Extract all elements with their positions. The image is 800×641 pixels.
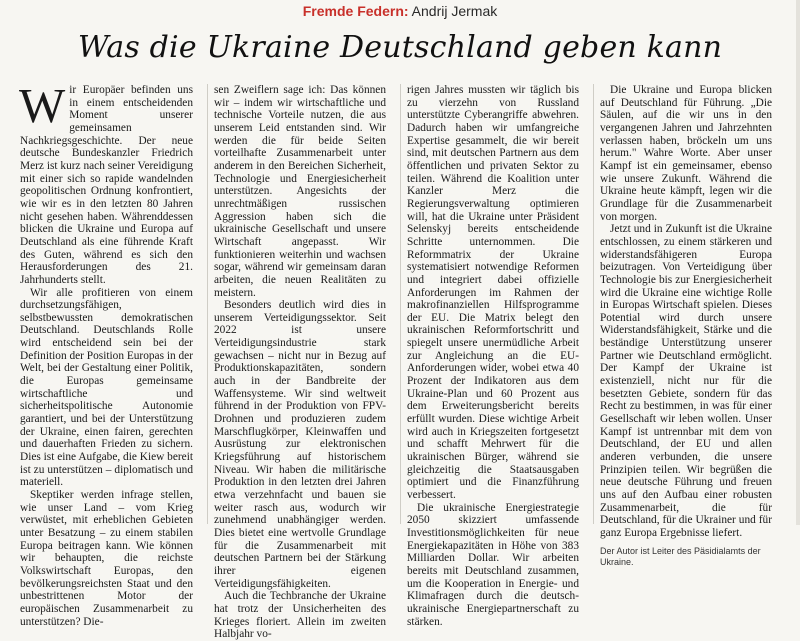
article-column-3 <box>400 84 579 628</box>
author-name: Andrij Jermak <box>411 3 498 19</box>
scrollbar[interactable] <box>796 0 800 525</box>
paragraph-7: rigen Jahres mussten wir täglich bis zu vierzehn von Russland unterstützte Cyberangriffe abwehren. Dadurch haben wir umfangreiche Expertise gesammelt, die wir bereit sind, mit deutschen Partnern aus dem öffentlichen und privaten Sektor zu teilen. Während die Koalition unter Kanzler Merz die Regierungsverwaltung optimieren will, hat die Ukraine unter Präsident Selenskyj bereits entscheidende Schritte unternommen. Die Reformmatrix der Ukraine systematisiert notwendige Reformen und integriert dabei offizielle Anforderungen im Rahmen der makrofinanziellen Hilfsprogramme der EU. Die Matrix belegt den ukrainischen Reformfortschritt und spiegelt unsere unermüdliche Arbeit zur Angleichung an die EU-Anforderungen wider, wobei etwa 40 Prozent der Indikatoren aus dem Ukraine-Plan und 60 Prozent aus dem Erweiterungsbericht bereits erfüllt wurden. Diese wichtige Arbeit wird auch in Kriegszeiten fortgesetzt und schafft Mehrwert für die ukrainischen Bürger, während sie gleichzeitig die Staatsausgaben optimiert und die Finanzführung verbessert. <box>407 84 579 501</box>
paragraph-6: Auch die Techbranche der Ukraine hat trotz der Unsicherheiten des Krieges floriert. Allein im zweiten Halbjahr vo- <box>214 590 386 641</box>
paragraph-8: Die ukrainische Energiestrategie 2050 skizziert umfassende Investitionsmöglichkeiten für neue Energiekapazitäten in Höhe von 383 Milliarden Dollar. Wir arbeiten bereits mit Deutschland zusammen, um die Kooperation in Energie- und Klimafragen durch die deutsch-ukrainische Energiepartnerschaft zu stärken. <box>407 501 579 628</box>
article-column-1 <box>14 78 193 628</box>
paragraph-2: Wir alle profitieren von einem durchsetzungsfähigen, selbstbewussten demokratischen Deutschland. Deutschlands Rolle wird entscheidend sein bei der Definition der Position Europas in der Welt, bei der Gestaltung einer Politik, die Europas gemeinsame wirtschaftliche und sicherheitspolitische Autonomie garantiert, und bei der Unterstützung der Ukraine, einen fairen, gerechten und dauerhaften Frieden zu sichern. Dies ist eine Aufgabe, die Kiew bereit ist zu unterstützen – diplomatisch und materiell. <box>20 286 193 489</box>
paragraph-4: sen Zweiflern sage ich: Das können wir – indem wir wirtschaftliche und technische Vorteile nutzen, die aus unserem Leid entstanden sind. Wir werden die für beide Seiten vorteilhafte Zusammenarbeit unter anderem in den Bereichen Sicherheit, Technologie und Energiesicherheit unterstützen. Angesichts der unrechtmäßigen russischen Aggression haben sich die ukrainische Gesellschaft und unsere Wirtschaft angepasst. Wir funktionieren weiterhin und wachsen sogar, während wir gemeinsam daran arbeiten, die neuen Realitäten zu meistern. <box>214 84 386 299</box>
author-note: Der Autor ist Leiter des Päsidialamts der Ukraine. <box>600 545 761 568</box>
headline: Was die Ukraine Deutschland geben kann <box>77 30 723 65</box>
article-column-2 <box>207 84 386 641</box>
paragraph-1-text: ir Europäer befinden uns in einem entscheidenden Moment unserer gemeinsamen Nachkriegsgeschichte. Der neue deutsche Bundeskanzler Friedrich Merz ist kurz nach seiner Vereidigung mit einer sich so rapide wandelnden geopolitischen Ordnung konfrontiert, wie wir es in den letzten 80 Jahren nicht gesehen haben. Währenddessen blicken die Ukraine und Europa auf Deutschland als eine führende Kraft des Guten, während es sich den Herausforderungen des 21. Jahrhunderts stellt. <box>20 84 193 286</box>
paragraph-5: Besonders deutlich wird dies in unserem Verteidigungssektor. Seit 2022 ist unsere Verteidigungsindustrie stark gewachsen – nicht nur in Bezug auf Produktionskapazitäten, sondern auch in der Bandbreite der Waffensysteme. Wir sind weltweit führend in der Produktion von FPV-Drohnen und produzieren zudem Marschflugkörper, Kleinwaffen und Ausrüstung zur elektronischen Kriegsführung auf historischem Niveau. Wir haben die militärische Produktion in den letzten drei Jahren etwa verzehnfacht und bauen sie weiter rasch aus, wodurch wir zunehmend unabhängiger werden. Dies bietet eine wertvolle Grundlage für die Zusammenarbeit mit deutschen Partnern bei der Stärkung ihrer eigenen Verteidigungsfähigkeiten. <box>214 299 386 590</box>
drop-cap: W <box>19 78 66 133</box>
rubric-label: Fremde Federn: <box>302 3 409 19</box>
article-columns <box>14 78 790 641</box>
paragraph-10: Jetzt und in Zukunft ist die Ukraine entschlossen, zu einem stärkeren und widerstandsfähigeren Europa beizutragen. Von Verteidigung über Technologie bis zur Energiesicherheit wird die Ukraine eine wichtige Rolle in Europas Wirtschaft spielen. Dieses Potential wird durch unsere Widerstandsfähigkeit, Stärke und die beständige Unterstützung unserer Partner wie Deutschland ermöglicht. Der Kampf der Ukraine ist existenziell, nicht nur für die besetzten Gebiete, sondern für das Recht zu bestimmen, in was für einer Gesellschaft wir leben wollen. Unser Kampf ist untrennbar mit dem von Deutschland, der EU und allen anderen verbunden, die unsere Prinzipien teilen. Wir begrüßen die neue deutsche Führung und freuen uns auf den Aufbau einer robusten Zusammenarbeit, die für Deutschland, für die Ukrainer und für ganz Europa Ergebnisse liefert. <box>600 223 772 539</box>
kicker-line <box>0 2 800 20</box>
paragraph-1 <box>19 78 193 287</box>
article-column-4 <box>593 84 772 568</box>
paragraph-3: Skeptiker werden infrage stellen, wie unser Land – vom Krieg verwüstet, mit erheblichen Gebieten unter Besatzung – zu einem stabilen Europa beitragen kann. Wie können wir behaupten, die reichste Volkswirtschaft Europas, den bevölkerungsreichsten Staat und den unbestrittenen Motor der europäischen Zusammenarbeit zu unterstützen? Die- <box>20 489 193 628</box>
paragraph-9: Die Ukraine und Europa blicken auf Deutschland für Führung. „Die Säulen, auf die wir uns in den vergangenen Jahren und Jahrzehnten verlassen haben, bröckeln um uns herum." Wahre Worte. Aber unser Kampf ist ein gemeinsamer, ebenso wie unsere Zukunft. Während die Ukraine heute kämpft, legen wir die Grundlage für die Zusammenarbeit von morgen. <box>600 84 772 223</box>
